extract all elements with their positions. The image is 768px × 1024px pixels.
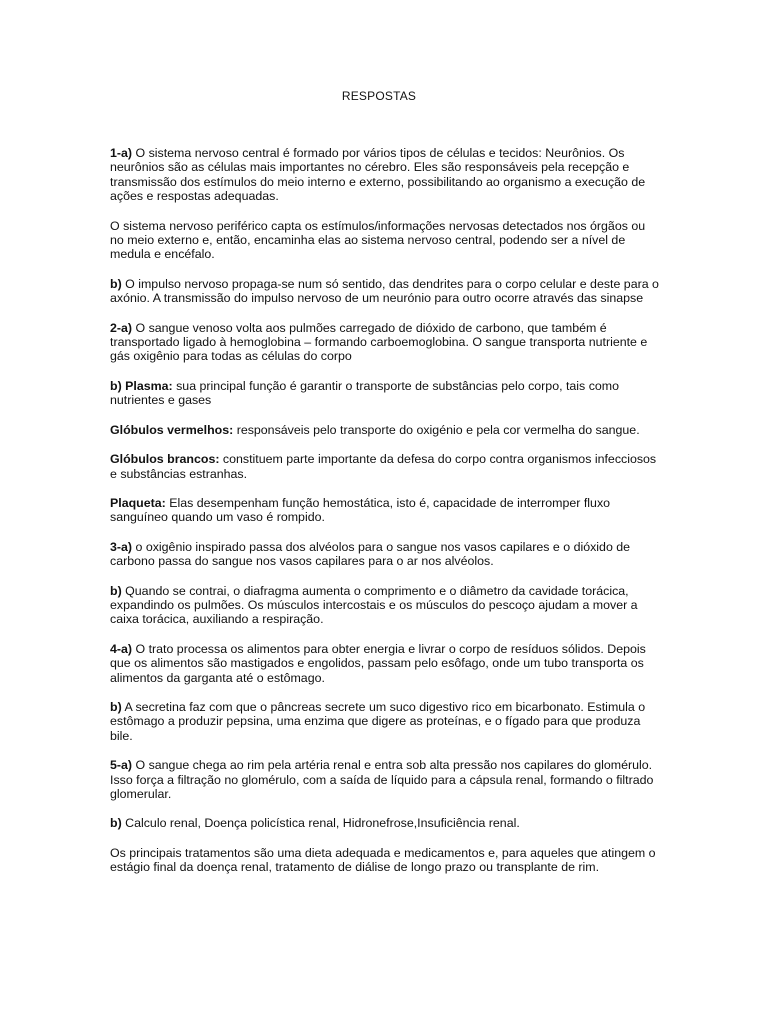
paragraph-label: b)	[110, 583, 122, 598]
paragraph-text: sua principal função é garantir o transporte de substâncias pelo corpo, tais como nutrientes e gases	[110, 378, 619, 408]
paragraph-text: A secretina faz com que o pâncreas secrete um suco digestivo rico em bicarbonato. Estimula o estômago a produzir pepsina, uma enzima que digere as proteínas, e o fígado para que produza bile.	[110, 699, 646, 743]
paragraph-label: 2-a)	[110, 320, 133, 335]
paragraph-label: b)	[110, 276, 122, 291]
paragraph-platelet	[110, 496, 662, 525]
paragraph-text: Calculo renal, Doença policística renal, Hidronefrose,Insuficiência renal.	[121, 816, 520, 831]
paragraph-text: Elas desempenham função hemostática, isto é, capacidade de interromper fluxo sanguíneo quando um vaso é rompido.	[110, 495, 611, 525]
paragraph-label: Plaqueta:	[110, 495, 166, 510]
paragraph-label: 5-a)	[110, 758, 133, 773]
paragraph-1a-peripheral	[110, 219, 662, 262]
paragraph-text: Os principais tratamentos são uma dieta adequada e medicamentos e, para aqueles que atingem o estágio final da doença renal, tratamento de diálise de longo prazo ou transplante de rim.	[110, 845, 656, 875]
paragraph-2b-plasma	[110, 379, 662, 408]
paragraph-text: O sistema nervoso central é formado por vários tipos de células e tecidos: Neurônios. Os neurônios são as células mais importantes no cérebro. Eles são responsáveis pela recepção e transmissão dos estímulos do meio interno e externo, possibilitando ao organismo a execução de ações e respostas adequadas.	[110, 146, 646, 204]
paragraph-1a	[110, 146, 662, 204]
paragraph-text: constituem parte importante da defesa do corpo contra organismos infecciosos e substâncias estranhas.	[110, 452, 657, 481]
paragraph-text: O trato processa os alimentos para obter energia e livrar o corpo de resíduos sólidos. Depois que os alimentos são mastigados e engolidos, passam pelo esôfago, onde um tubo transporta os alimentos da garganta até o estômago.	[110, 641, 646, 685]
paragraph-1b	[110, 277, 662, 306]
paragraph-label: b)	[110, 699, 122, 714]
paragraph-text: Quando se contrai, o diafragma aumenta o comprimento e o diâmetro da cavidade torácica, expandindo os pulmões. Os músculos intercostais e os músculos do pescoço ajudam a mover a caixa torácica, auxiliando a respiração.	[110, 583, 638, 627]
document-title: RESPOSTAS	[341, 89, 417, 103]
paragraph-label: 1-a)	[110, 146, 133, 160]
paragraph-text: o oxigênio inspirado passa dos alvéolos para o sangue nos vasos capilares e o dióxido de carbono passa do sangue nos vasos capilares para o ar nos alvéolos.	[110, 539, 631, 569]
paragraph-label: Glóbulos vermelhos:	[110, 422, 234, 437]
paragraph-label: b)	[110, 816, 122, 831]
paragraph-2a	[110, 321, 662, 364]
paragraph-4b	[110, 700, 662, 743]
paragraph-text: O sangue chega ao rim pela artéria renal e entra sob alta pressão nos capilares do glomérulo. Isso força a filtração no glomérulo, com a saída de líquido para a cápsula renal, formando o filtrado glomerular.	[110, 758, 654, 801]
paragraph-3a	[110, 540, 662, 569]
paragraph-label: 3-a)	[110, 539, 133, 554]
paragraph-label: Glóbulos brancos:	[110, 452, 220, 467]
paragraph-label: 4-a)	[110, 641, 133, 656]
paragraph-red-cells	[110, 423, 662, 437]
paragraph-5b	[110, 816, 662, 830]
document-body	[110, 146, 662, 890]
paragraph-text: O impulso nervoso propaga-se num só sentido, das dendrites para o corpo celular e deste para o axónio. A transmissão do impulso nervoso de um neurónio para outro ocorre através das sinapse	[110, 276, 659, 306]
paragraph-white-cells	[110, 452, 662, 481]
paragraph-text: O sangue venoso volta aos pulmões carregado de dióxido de carbono, que também é transportado ligado à hemoglobina – formando carboemoglobina. O sangue transporta nutriente e gás oxigênio para todas as células do corpo	[110, 320, 648, 364]
paragraph-treatments	[110, 846, 662, 875]
paragraph-3b	[110, 584, 662, 627]
paragraph-text: responsáveis pelo transporte do oxigénio e pela cor vermelha do sangue.	[233, 422, 640, 437]
paragraph-text: O sistema nervoso periférico capta os estímulos/informações nervosas detectados nos órgãos ou no meio externo e, então, encaminha elas ao sistema nervoso central, podendo ser a nível de medula e encéfalo.	[110, 218, 646, 262]
paragraph-5a	[110, 758, 662, 801]
paragraph-label: b) Plasma:	[110, 378, 173, 393]
paragraph-4a	[110, 642, 662, 685]
